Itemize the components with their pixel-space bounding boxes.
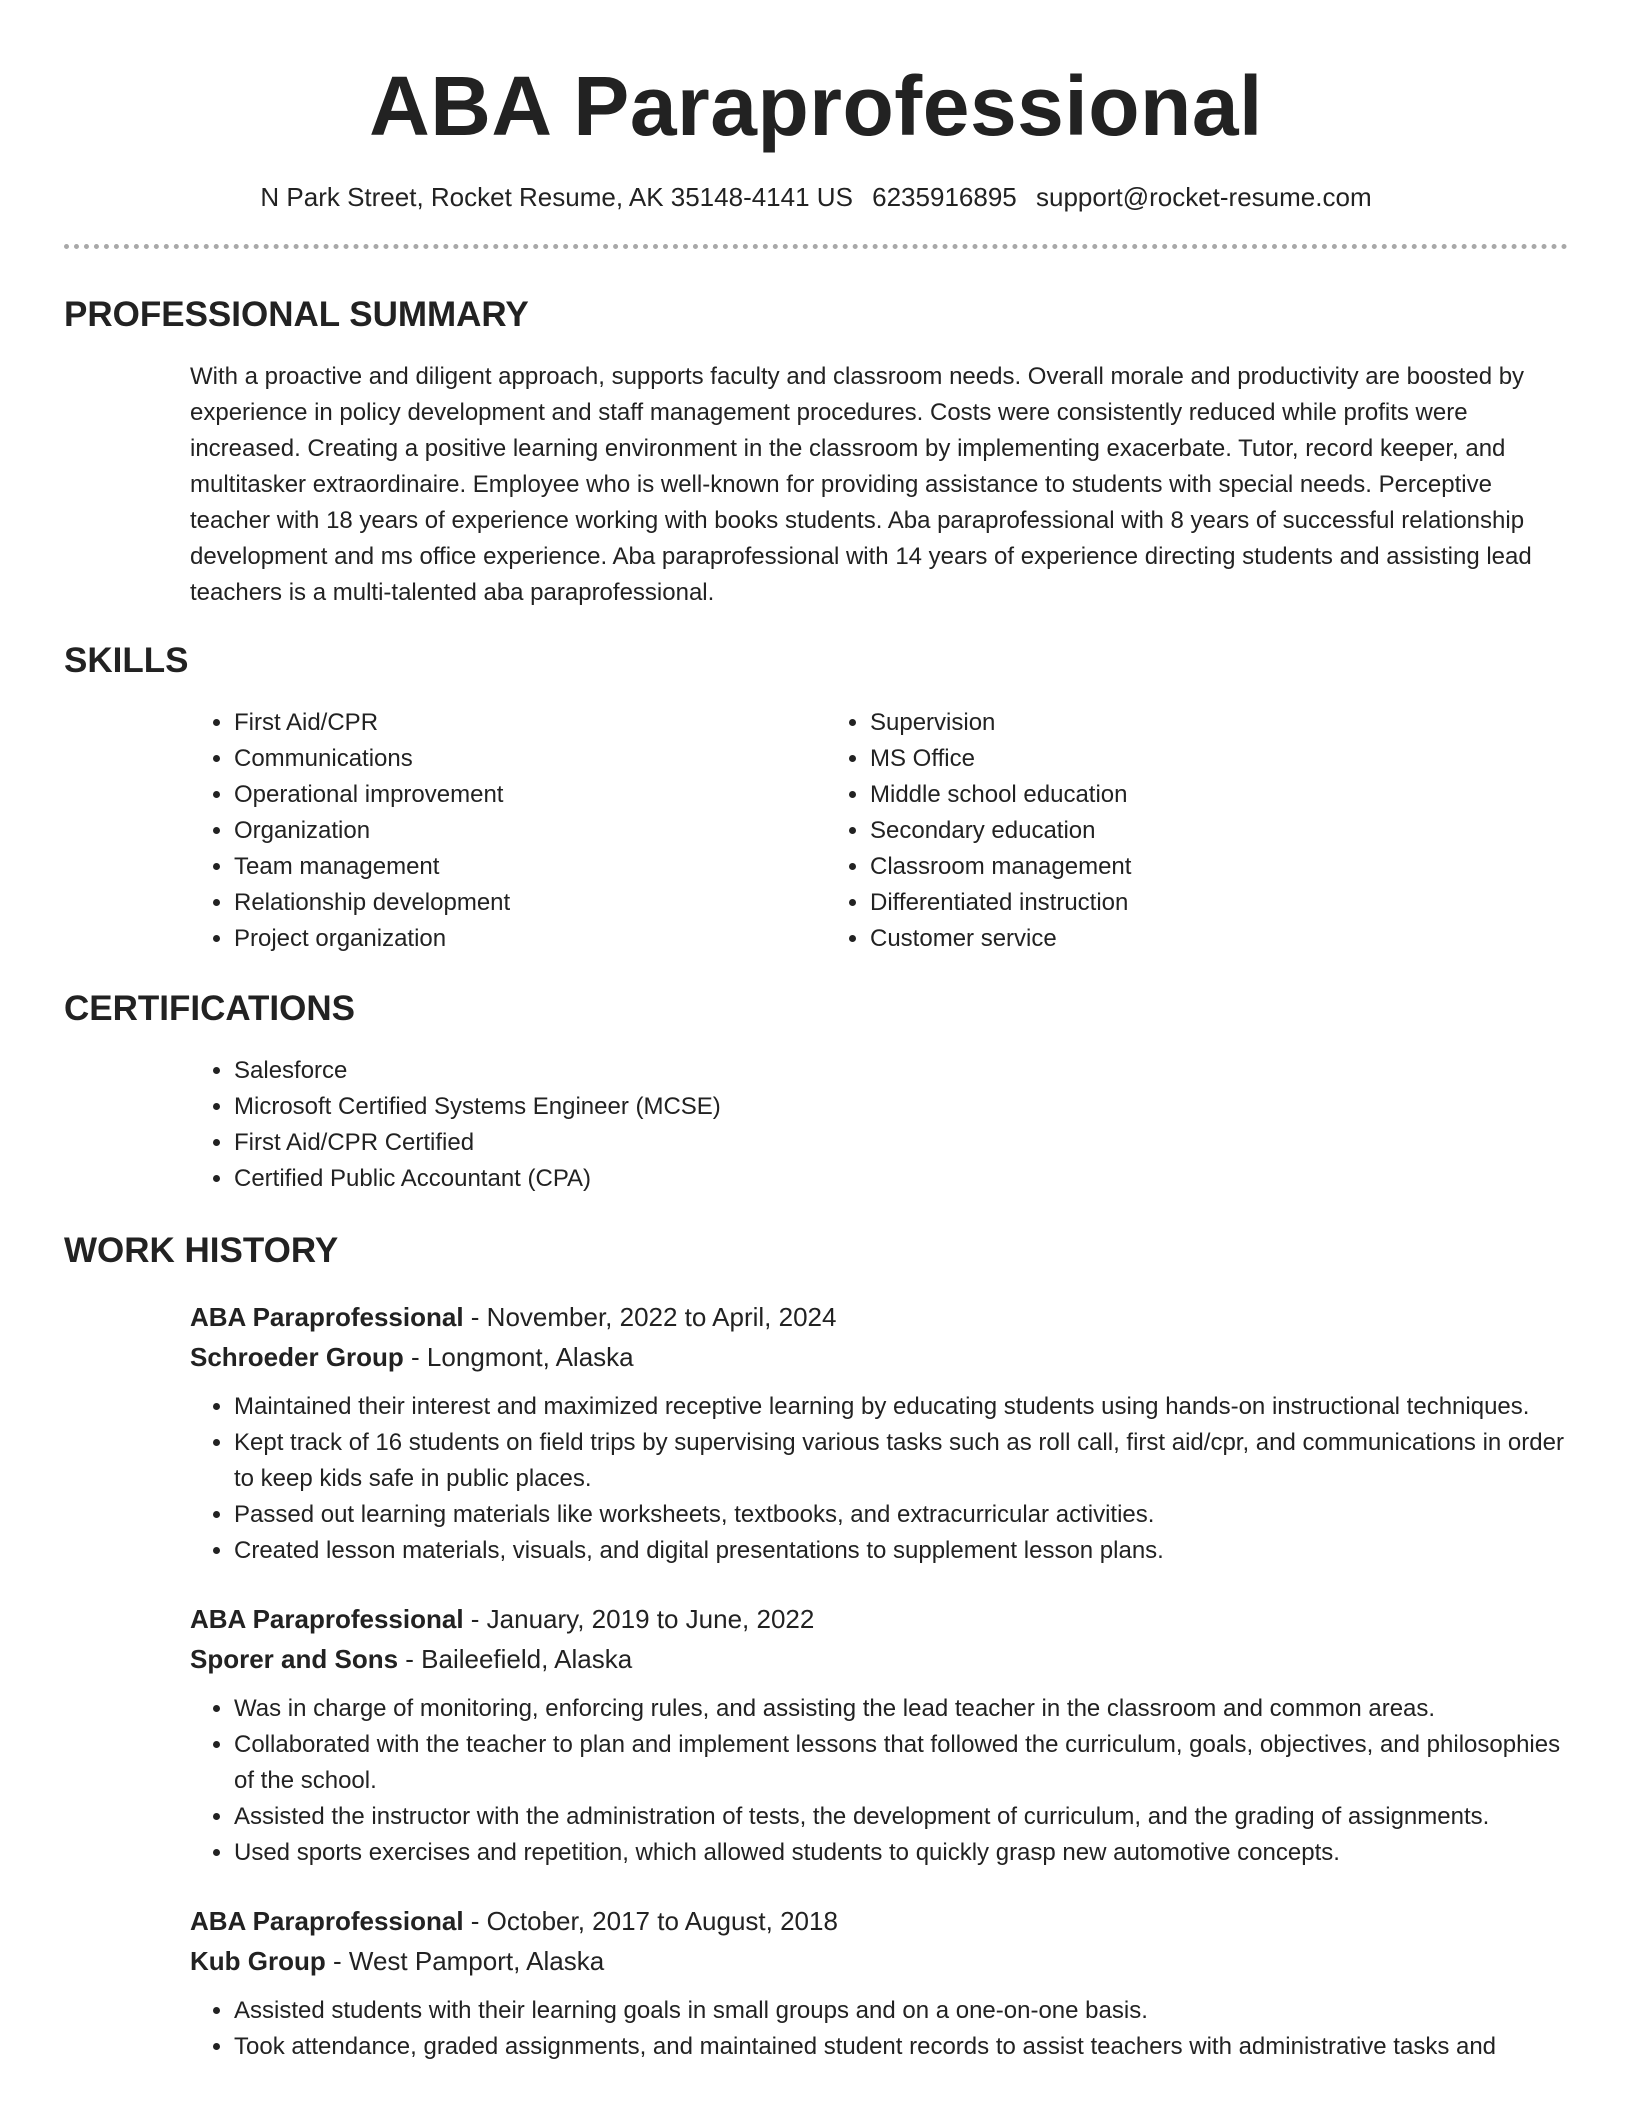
job-bullets — [190, 1389, 1568, 1569]
skill-item: • Organization — [234, 813, 826, 849]
skills-column-right — [826, 705, 1462, 957]
skill-item: • Middle school education — [870, 777, 1462, 813]
certification-item: • Microsoft Certified Systems Engineer (MCSE) — [234, 1089, 1568, 1125]
skill-item: • Relationship development — [234, 885, 826, 921]
job-title-line — [190, 1901, 1568, 1941]
certification-item: • Salesforce — [234, 1053, 1568, 1089]
job-location: - West Pamport, Alaska — [325, 1946, 605, 1976]
job-bullet: • Kept track of 16 students on field trips by supervising various tasks such as roll call, first aid/cpr, and communications in order to keep kids safe in public places. — [234, 1425, 1568, 1497]
certifications-heading: CERTIFICATIONS — [64, 989, 356, 1028]
job-bullet: • Used sports exercises and repetition, which allowed students to quickly grasp new automotive concepts. — [234, 1835, 1568, 1871]
certification-item: • First Aid/CPR Certified — [234, 1125, 1568, 1161]
job-location: - Longmont, Alaska — [403, 1342, 634, 1372]
job-bullet: • Assisted the instructor with the administration of tests, the development of curriculum, and the grading of assignments. — [234, 1799, 1568, 1835]
job-bullet: • Was in charge of monitoring, enforcing rules, and assisting the lead teacher in the classroom and common areas. — [234, 1691, 1568, 1727]
job-company-line — [190, 1337, 1568, 1377]
skill-item: • First Aid/CPR — [234, 705, 826, 741]
job-entry — [190, 1599, 1568, 1871]
job-role: ABA Paraprofessional — [190, 1302, 464, 1332]
summary-text: With a proactive and diligent approach, supports faculty and classroom needs. Overall morale and productivity are boosted by experience in policy development and staff management procedures. Costs were consistently reduced while profits were increased. Creating a positive learning environment in the classroom by implementing exacerbate. Tutor, record keeper, and multitasker extraordinaire. Employee who is well-known for providing assistance to students with special needs. Perceptive teacher with 18 years of experience working with books students. Aba paraprofessional with 8 years of successful relationship development and ms office experience. Aba paraprofessional with 14 years of experience directing students and assisting lead teachers is a multi-talented aba paraprofessional. — [190, 363, 1532, 606]
job-bullets — [190, 1691, 1568, 1871]
skill-item: • Supervision — [870, 705, 1462, 741]
job-company: Schroeder Group — [190, 1342, 404, 1372]
certification-item: • Certified Public Accountant (CPA) — [234, 1161, 1568, 1197]
contact-line — [64, 180, 1568, 214]
job-entry — [190, 1297, 1568, 1569]
job-company-line — [190, 1639, 1568, 1679]
candidate-name: ABA Paraprofessional — [369, 59, 1263, 153]
job-bullet: • Assisted students with their learning goals in small groups and on a one-on-one basis. — [234, 1993, 1568, 2029]
skills-list — [190, 705, 1568, 957]
skill-item: • Differentiated instruction — [870, 885, 1462, 921]
job-bullet: • Created lesson materials, visuals, and digital presentations to supplement lesson plans. — [234, 1533, 1568, 1569]
job-title-line — [190, 1297, 1568, 1337]
skill-item: • Communications — [234, 741, 826, 777]
job-dates: - October, 2017 to August, 2018 — [463, 1906, 838, 1936]
job-company: Sporer and Sons — [190, 1644, 399, 1674]
summary-heading: PROFESSIONAL SUMMARY — [64, 295, 529, 334]
job-company: Kub Group — [190, 1946, 326, 1976]
job-bullet: • Collaborated with the teacher to plan and implement lessons that followed the curriculum, goals, objectives, and philosophies of the school. — [234, 1727, 1568, 1799]
job-dates: - November, 2022 to April, 2024 — [463, 1302, 837, 1332]
job-location: - Baileefield, Alaska — [398, 1644, 633, 1674]
job-dates: - January, 2019 to June, 2022 — [463, 1604, 815, 1634]
job-company-line — [190, 1941, 1568, 1981]
work-history-heading: WORK HISTORY — [64, 1231, 339, 1270]
contact-email: support@rocket-resume.com — [1035, 182, 1372, 212]
contact-address: N Park Street, Rocket Resume, AK 35148-4141 US — [260, 182, 853, 212]
skills-heading: SKILLS — [64, 641, 189, 680]
job-bullet: • Took attendance, graded assignments, and maintained student records to assist teachers with administrative tasks and — [234, 2029, 1568, 2065]
certifications-list — [190, 1053, 1568, 1197]
job-bullets — [190, 1993, 1568, 2065]
contact-phone: 6235916895 — [872, 182, 1017, 212]
skill-item: • Operational improvement — [234, 777, 826, 813]
job-bullet: • Passed out learning materials like worksheets, textbooks, and extracurricular activities. — [234, 1497, 1568, 1533]
job-title-line — [190, 1599, 1568, 1639]
skill-item: • Classroom management — [870, 849, 1462, 885]
skills-column-left — [190, 705, 826, 957]
job-entry — [190, 1901, 1568, 2065]
header-divider — [64, 244, 1568, 249]
skill-item: • MS Office — [870, 741, 1462, 777]
job-bullet: • Maintained their interest and maximized receptive learning by educating students using hands-on instructional techniques. — [234, 1389, 1568, 1425]
job-role: ABA Paraprofessional — [190, 1906, 464, 1936]
skill-item: • Secondary education — [870, 813, 1462, 849]
job-role: ABA Paraprofessional — [190, 1604, 464, 1634]
skill-item: • Project organization — [234, 921, 826, 957]
skill-item: • Team management — [234, 849, 826, 885]
skill-item: • Customer service — [870, 921, 1462, 957]
